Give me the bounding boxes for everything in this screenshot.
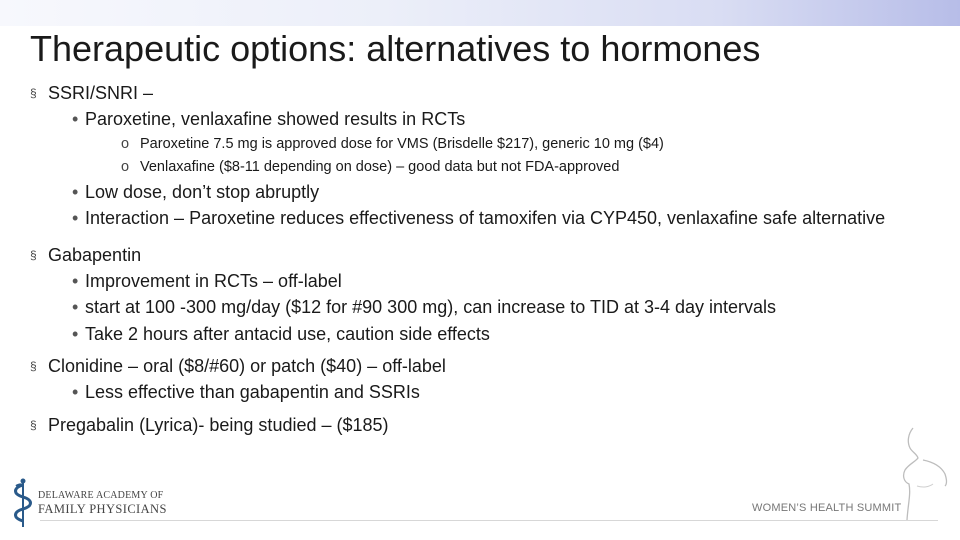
square-bullet-icon: § <box>30 247 37 262</box>
organization-name <box>38 490 167 517</box>
sub-sub-bullet-text: Paroxetine 7.5 mg is approved dose for VMS (Brisdelle $217), generic 10 mg ($4) <box>140 135 664 152</box>
bullet-text: Clonidine – oral ($8/#60) or patch ($40) – off-label <box>48 356 446 376</box>
sub-bullet <box>30 179 940 206</box>
bullet-ssri <box>30 80 940 106</box>
dot-bullet-icon: • <box>72 382 79 402</box>
sub-bullet-text: Improvement in RCTs – off-label <box>85 270 342 291</box>
bullet-text: SSRI/SNRI – <box>48 83 154 103</box>
bullet-pregabalin <box>30 412 940 438</box>
sub-sub-bullet <box>30 156 940 179</box>
dot-bullet-icon: • <box>72 297 79 317</box>
sub-bullet-text: Interaction – Paroxetine reduces effectiveness of tamoxifen via CYP450, venlaxafine safe alternative <box>85 208 886 228</box>
org-name-line2: FAMILY PHYSICIANS <box>38 502 167 516</box>
slide-title: Therapeutic options: alternatives to hormones <box>30 28 761 69</box>
bullet-clonidine <box>30 353 940 379</box>
slide-body <box>30 80 940 438</box>
bullet-text: Pregabalin (Lyrica)- being studied – ($185) <box>48 414 389 435</box>
footer-divider <box>40 520 938 521</box>
dot-bullet-icon: • <box>72 181 79 202</box>
sub-sub-bullet-text: Venlaxafine ($8-11 depending on dose) – good data but not FDA-approved <box>140 158 620 175</box>
header-gradient-band <box>0 0 960 26</box>
square-bullet-icon: § <box>30 359 37 373</box>
sub-bullet-text: Less effective than gabapentin and SSRIs <box>85 382 420 402</box>
square-bullet-icon: § <box>30 86 37 100</box>
female-silhouette-icon <box>893 424 953 524</box>
dot-bullet-icon: • <box>72 109 79 129</box>
sub-bullet-text: Low dose, don’t stop abruptly <box>85 181 320 202</box>
sub-bullet-text: Paroxetine, venlaxafine showed results in RCTs <box>85 109 466 129</box>
sub-bullet-text: Take 2 hours after antacid use, caution side effects <box>85 323 490 344</box>
event-name: WOMEN’S HEALTH SUMMIT <box>752 502 902 514</box>
org-name-line1: DELAWARE ACADEMY OF <box>38 490 164 501</box>
bullet-text: Gabapentin <box>48 244 142 265</box>
sub-bullet <box>30 205 940 232</box>
sub-bullet <box>30 268 940 295</box>
sub-bullet <box>30 321 940 348</box>
square-bullet-icon: § <box>30 417 37 432</box>
sub-bullet <box>30 294 940 321</box>
dot-bullet-icon: • <box>72 323 79 344</box>
dot-bullet-icon: • <box>72 208 79 228</box>
sub-bullet <box>30 379 940 406</box>
circle-bullet-icon: o <box>121 135 130 152</box>
sub-bullet-text: start at 100 -300 mg/day ($12 for #90 300 mg), can increase to TID at 3-4 day intervals <box>85 297 777 317</box>
sub-sub-bullet <box>30 133 940 156</box>
spacer <box>30 232 940 242</box>
circle-bullet-icon: o <box>121 158 130 175</box>
dot-bullet-icon: • <box>72 270 79 291</box>
caduceus-logo-icon <box>10 477 38 529</box>
bullet-gabapentin <box>30 242 940 268</box>
sub-bullet <box>30 106 940 133</box>
